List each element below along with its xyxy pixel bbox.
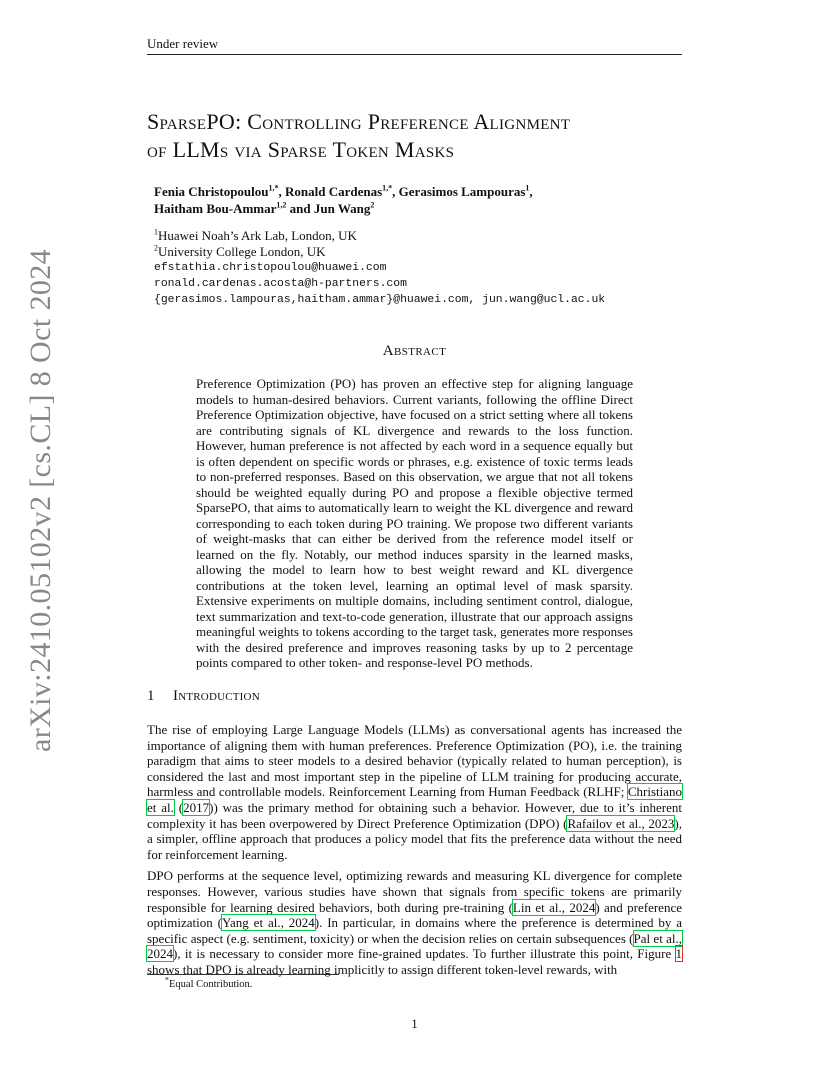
title-line-1: SparsePO: Controlling Preference Alignment — [147, 109, 571, 134]
author-affiliation-mark: 2 — [370, 200, 375, 210]
affiliation-line — [154, 228, 674, 244]
abstract-text: Preference Optimization (PO) has proven an effective step for aligning language models to human-desired behaviors. Current variants, following the offline Direct Preference Optimization objective, have focused on a strict setting where all tokens are contributing signals of KL divergence and rewards to the loss function. However, human preference is not affected by each word in a sequence equally but is often dependent on specific words or phrases, e.g. existence of toxic terms leads to non-preferred responses. Based on this observation, we argue that not all tokens should be weighted equally during PO and propose a flexible objective termed SparsePO, that aims to automatically learn to weight the KL divergence and reward corresponding to each token during PO training. We propose two different variants of weight-masks that can either be derived from the reference model itself or learned on the fly. Notably, our method induces sparsity in the learned masks, allowing the model to learn how to best weight reward and KL divergence contributions at the token level, learning an optimal level of mask sparsity. Extensive experiments on multiple domains, including sentiment control, dialogue, text summarization and text-to-code generation, illustrate that our approach assigns meaningful weights to tokens according to the target task, generates more responses with the desired preference and improves reasoning tasks by up to 2 percentage points compared to other token- and response-level PO methods. — [196, 376, 633, 670]
paragraph-text: ) and preference optimization ( — [147, 899, 682, 931]
page-number: 1 — [411, 1016, 418, 1031]
author-conjunction: and — [289, 201, 311, 216]
author-list: Fenia Christopoulou$^{1,*}$, Ronald Cardenas$^{1,*}$, Gerasimos Lampouras$^1$, Haitham Bou-Ammar$^{1,2}$ and Jun Wang$^2$ — [154, 183, 533, 216]
author-email: efstathia.christopoulou@huawei.com — [154, 262, 387, 274]
title-line-2: of LLMs via Sparse Token Masks — [147, 137, 455, 162]
section-number: 1 — [147, 688, 155, 704]
affiliation-text: University College London, UK — [158, 244, 326, 259]
author-name: Jun Wang — [313, 201, 371, 216]
arxiv-identifier-stamp: arXiv:2410.05102v2 [cs.CL] 8 Oct 2024 — [24, 248, 57, 752]
paragraph-text: DPO performs at the sequence level, optimizing rewards and measuring KL divergence for complete responses. However, various studies have shown that signals from specific tokens are primarily responsible for learning desired behaviors, both during pre-training ( — [147, 868, 682, 915]
author-affiliation-mark: 1 — [525, 183, 530, 193]
footnote — [165, 975, 253, 991]
paragraph-text: The rise of employing Large Language Models (LLMs) as conversational agents has increased the importance of aligning them with human preferences. Preference Optimization (PO), i.e. the training paradigm that aims to steer models to a desired behavior (typically related to human perception), is considered the last and most important step in the pipeline of LLM training for producing accurate, harmless and controllable models. Reinforcement Learning from Human Feedback (RLHF; — [147, 722, 682, 800]
paragraph — [147, 722, 682, 862]
author-affiliation-mark: 1,2 — [276, 200, 287, 210]
affiliation-mark: 2 — [154, 243, 158, 253]
paragraph-text: ), a simpler, offline approach that produces a policy model that fits the preference data without the need for reinforcement learning. — [147, 815, 683, 862]
footnote-mark: * — [165, 975, 169, 985]
author-name: Gerasimos Lampouras — [398, 184, 526, 199]
affiliation-text: Huawei Noah’s Ark Lab, London, UK — [158, 228, 357, 243]
citation-link[interactable]: Yang et al., 2024 — [221, 915, 315, 931]
paper-title — [147, 108, 707, 164]
section-title: Introduction — [173, 688, 260, 704]
paragraph — [147, 868, 682, 977]
figure-reference-link[interactable]: 1 — [675, 946, 682, 962]
affiliation-line — [154, 244, 674, 260]
author-name: Ronald Cardenas — [285, 184, 383, 199]
paragraph-text: shows that DPO is already learning implicitly to assign different token-level rewards, with — [147, 961, 618, 977]
author-affiliation-mark: 1,* — [382, 183, 393, 193]
author-affiliation-mark: 1,* — [268, 183, 279, 193]
paragraph-text: ). In particular, in domains where the preference is determined by a specific aspect (e.g. sentiment, toxicity) or when the decision relies on certain subsequences ( — [147, 915, 683, 946]
citation-link[interactable]: Pal et al., 2024 — [147, 930, 682, 962]
paragraph-text: )) was the primary method for obtaining such a behavior. However, due to it’s inherent complexity it has been overpowered by Direct Preference Optimization (DPO) ( — [147, 799, 682, 831]
paragraph-text: ( — [173, 799, 184, 815]
author-email: ronald.cardenas.acosta@h-partners.com — [154, 278, 407, 290]
abstract-heading: Abstract — [382, 343, 447, 359]
author-name: Haitham Bou-Ammar — [154, 201, 277, 216]
citation-link[interactable]: 2017 — [183, 799, 210, 815]
affiliation-block — [154, 228, 674, 308]
running-header: Under review — [147, 36, 682, 55]
footnote-divider — [147, 974, 339, 975]
author-name: Fenia Christopoulou — [154, 184, 269, 199]
footnote-text: Equal Contribution. — [169, 979, 253, 990]
introduction-body — [147, 722, 682, 984]
affiliation-mark: 1 — [154, 227, 158, 237]
author-email: {gerasimos.lampouras,haitham.ammar}@huawei.com, jun.wang@ucl.ac.uk — [154, 294, 606, 306]
citation-link[interactable]: Christiano et al. — [147, 784, 682, 815]
paragraph-text: ), it is necessary to consider more fine-grained updates. To further illustrate this point, Figure — [173, 946, 676, 962]
citation-link[interactable]: Rafailov et al., 2023 — [567, 815, 675, 831]
citation-link[interactable]: Lin et al., 2024 — [512, 899, 596, 915]
section-heading-introduction — [147, 688, 682, 705]
